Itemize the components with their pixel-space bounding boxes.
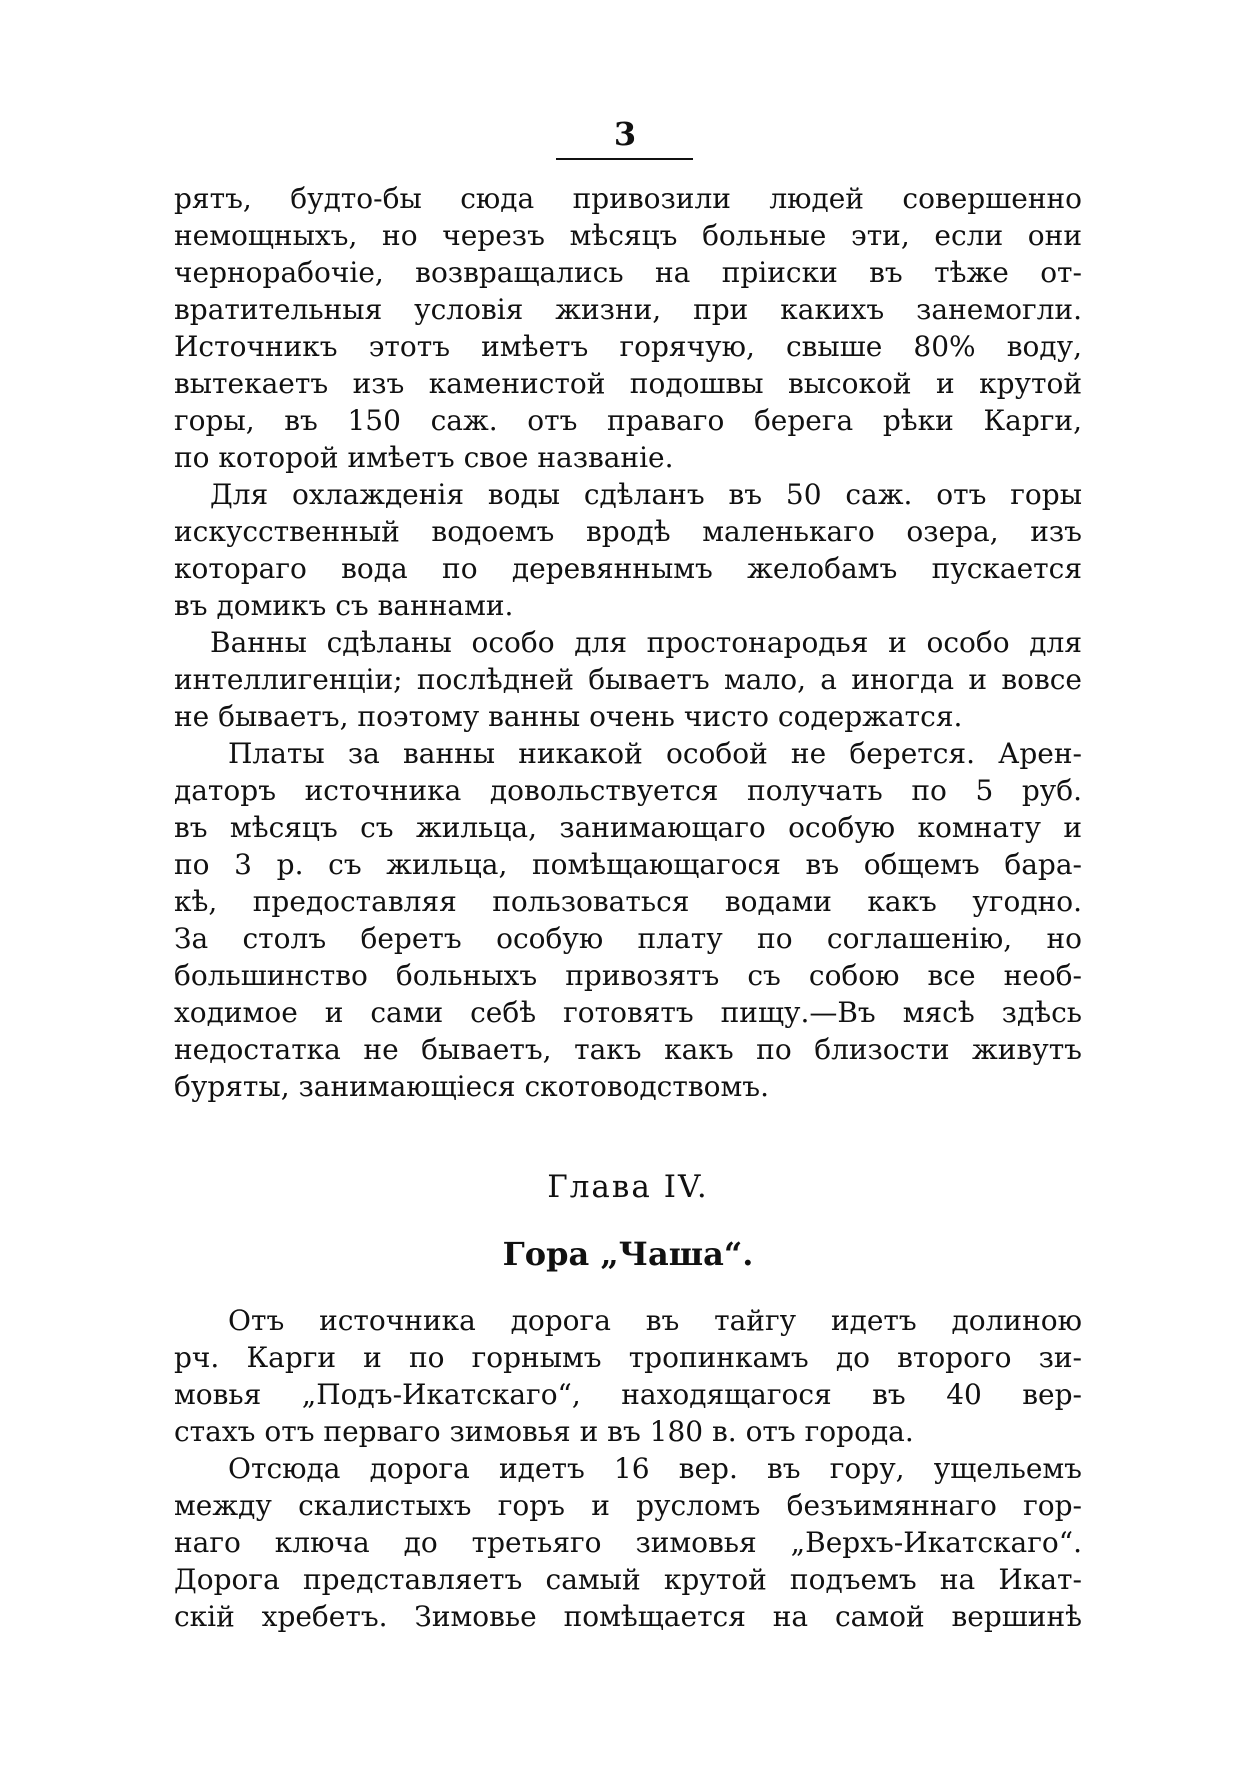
text-line: За столъ беретъ особую плату по соглашенію, но — [174, 922, 1082, 955]
text-line: рятъ, будто-бы сюда привозили людей совершенно — [174, 182, 1082, 215]
text-line: Отсюда дорога идетъ 16 вер. въ гору, ущельемъ — [228, 1452, 1082, 1485]
text-line: искусственный водоемъ вродѣ маленькаго озера, изъ — [174, 515, 1082, 548]
text-line: буряты, занимающіеся скотоводствомъ. — [174, 1070, 769, 1103]
text-line: вратительныя условія жизни, при какихъ занемогли. — [174, 293, 1082, 326]
text-line: вытекаетъ изъ каменистой подошвы высокой и крутой — [174, 367, 1082, 400]
text-line: мовья „Подъ-Икатскаго“, находящагося въ 40 вер- — [174, 1378, 1082, 1411]
chapter-title: Гора „Чаша“. — [502, 1235, 754, 1273]
text-line: по которой имѣетъ свое названіе. — [174, 441, 674, 474]
text-line: Дорога представляетъ самый крутой подъемъ на Икат- — [174, 1563, 1082, 1596]
text-line: кѣ, предоставляя пользоваться водами какъ угодно. — [174, 885, 1082, 918]
text-line: не бываетъ, поэтому ванны очень чисто содержатся. — [174, 700, 963, 733]
chapter-heading: Глава IV. — [547, 1169, 709, 1205]
text-line: Для охлажденія воды сдѣланъ въ 50 саж. отъ горы — [210, 478, 1082, 511]
text-line: котораго вода по деревяннымъ желобамъ пускается — [174, 552, 1082, 585]
text-line: чернорабочіе, возвращались на пріиски въ тѣже от- — [174, 256, 1082, 289]
page-number-rule — [556, 158, 693, 160]
text-line: даторъ источника довольствуется получать по 5 руб. — [174, 774, 1082, 807]
text-line: наго ключа до третьяго зимовья „Верхъ-Икатскаго“. — [174, 1526, 1082, 1559]
section-1-text — [174, 180, 1082, 1105]
text-line: ходимое и сами себѣ готовятъ пищу.—Въ мясѣ здѣсь — [174, 996, 1082, 1029]
text-line: недостатка не бываетъ, такъ какъ по близости живутъ — [174, 1033, 1082, 1066]
text-line: горы, въ 150 саж. отъ праваго берега рѣки Карги, — [174, 404, 1082, 437]
text-line: Отъ источника дорога въ тайгу идетъ долиною — [228, 1304, 1082, 1337]
text-line: рч. Карги и по горнымъ тропинкамъ до второго зи- — [174, 1341, 1082, 1374]
text-line: большинство больныхъ привозятъ съ собою все необ- — [174, 959, 1082, 992]
text-line: Источникъ этотъ имѣетъ горячую, свыше 80% воду, — [174, 330, 1082, 363]
text-line: Ванны сдѣланы особо для простонародья и особо для — [210, 626, 1082, 659]
text-line: между скалистыхъ горъ и русломъ безъимяннаго гор- — [174, 1489, 1082, 1522]
text-line: скій хребетъ. Зимовье помѣщается на самой вершинѣ — [174, 1600, 1082, 1633]
text-line: въ домикъ съ ваннами. — [174, 589, 514, 622]
page-number: 3 — [613, 115, 637, 153]
text-line: интеллигенціи; послѣдней бываетъ мало, а иногда и вовсе — [174, 663, 1082, 696]
text-line: Платы за ванны никакой особой не берется. Арен- — [228, 737, 1082, 770]
section-2-text — [174, 1302, 1082, 1635]
text-line: по 3 р. съ жильца, помѣщающагося въ общемъ бара- — [174, 848, 1082, 881]
text-line: стахъ отъ перваго зимовья и въ 180 в. отъ города. — [174, 1415, 914, 1448]
text-line: въ мѣсяцъ съ жильца, занимающаго особую комнату и — [174, 811, 1082, 844]
text-line: немощныхъ, но черезъ мѣсяцъ больные эти, если они — [174, 219, 1082, 252]
